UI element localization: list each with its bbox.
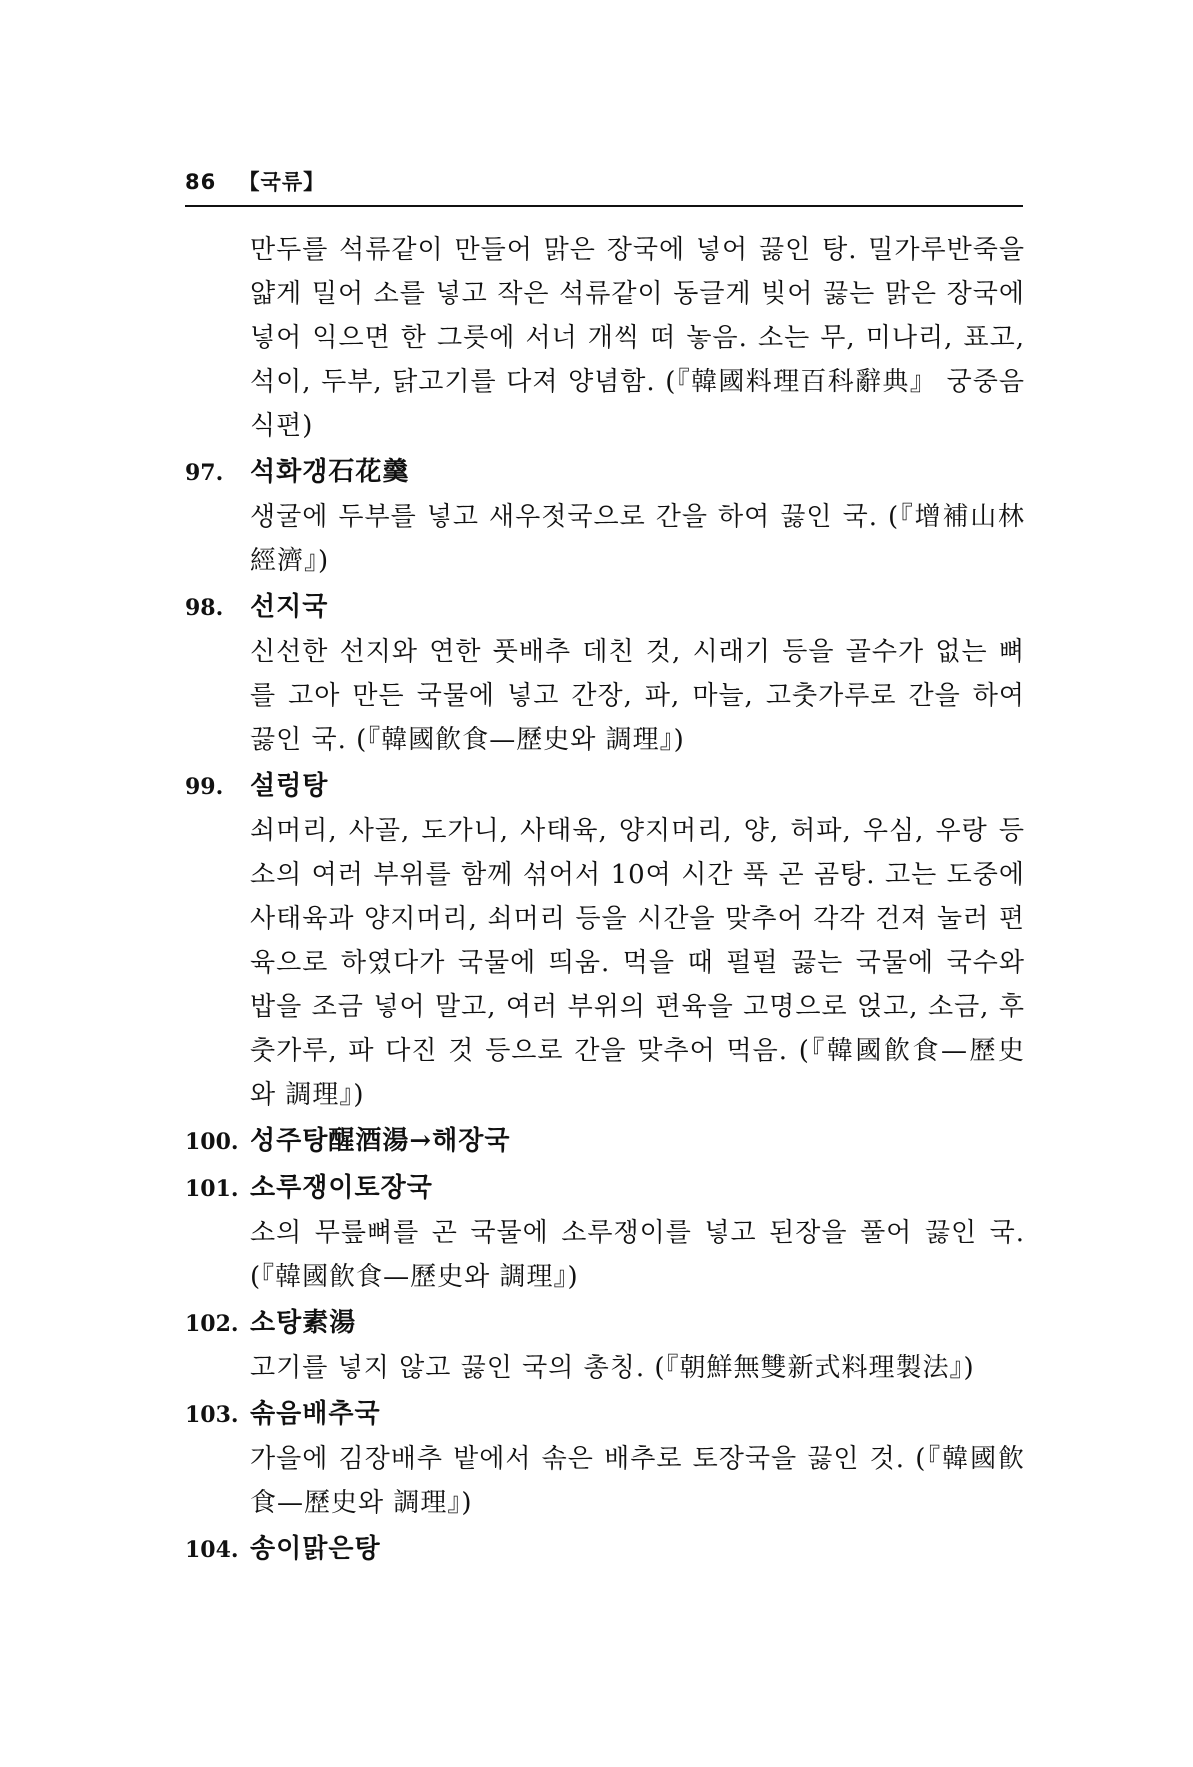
entry-number: 102. <box>185 1311 239 1337</box>
entry-number: 98. <box>185 595 224 621</box>
entry-text: 고기를 넣지 않고 끓인 국의 총칭. (『朝鮮無雙新式料理製法』) <box>250 1353 975 1383</box>
entry-number: 100. <box>185 1129 239 1155</box>
entry-heading <box>185 764 1025 809</box>
entry-102 <box>185 1301 1025 1390</box>
page-number: 86 <box>185 170 217 194</box>
entry-heading <box>185 585 1025 630</box>
entry-number: 103. <box>185 1402 239 1428</box>
entry-101 <box>185 1166 1025 1299</box>
entry-number: 97. <box>185 460 224 486</box>
entry-title: 솎음배추국 <box>250 1399 381 1429</box>
page-body <box>185 228 1025 1572</box>
entry-title: 송이맑은탕 <box>250 1534 381 1564</box>
entry-text: 생굴에 두부를 넣고 새우젓국으로 간을 하여 끓인 국. (『增補山林經濟』) <box>250 502 1025 576</box>
entry-title: 소탕素湯 <box>250 1308 357 1338</box>
entry-title: 소루쟁이토장국 <box>250 1173 433 1203</box>
entry-text: 가을에 김장배추 밭에서 솎은 배추로 토장국을 끓인 것. (『韓國飮食—歷史와 調理』) <box>250 1444 1025 1518</box>
entry-heading <box>185 1301 1025 1346</box>
section-title: 【국류】 <box>238 170 326 194</box>
entry-text: 신선한 선지와 연한 풋배추 데친 것, 시래기 등을 골수가 없는 뼈를 고아 만든 국물에 넣고 간장, 파, 마늘, 고춧가루로 간을 하여 끓인 국. (『韓國飮食—歷史와 調理』) <box>250 637 1025 755</box>
entry-number: 104. <box>185 1537 239 1563</box>
entry-heading <box>185 1166 1025 1211</box>
entry-100 <box>185 1119 1025 1164</box>
entry-heading <box>185 1392 1025 1437</box>
entry-heading <box>185 1119 1025 1164</box>
entry-text: 쇠머리, 사골, 도가니, 사태육, 양지머리, 양, 허파, 우심, 우랑 등 소의 여러 부위를 함께 섞어서 10여 시간 푹 곤 곰탕. 고는 도중에 사태육과 양지머리, 쇠머리 등을 시간을 맞추어 각각 건져 눌러 편육으로 하였다가 국물에 띄움. 먹을 때 펄펄 끓는 국물에 국수와 밥을 조금 넣어 말고, 여러 부위의 편육을 고명으로 얹고, 소금, 후춧가루, 파 다진 것 등으로 간을 맞추어 먹음. (『韓國飮食—歷史와 調理』) <box>250 816 1025 1110</box>
entry-title: 성주탕醒酒湯→해장국 <box>250 1126 511 1156</box>
entry-heading <box>185 450 1025 495</box>
entry-number: 101. <box>185 1176 239 1202</box>
running-head <box>185 166 325 196</box>
entry-99 <box>185 764 1025 1117</box>
entry-title: 설렁탕 <box>250 771 329 801</box>
entry-number: 99. <box>185 774 224 800</box>
entry-98 <box>185 585 1025 762</box>
entry-heading <box>185 1527 1025 1572</box>
entry-title: 석화갱石花羹 <box>250 457 410 487</box>
header-rule <box>185 205 1023 207</box>
entry-104 <box>185 1527 1025 1572</box>
lead-paragraph: 만두를 석류같이 만들어 맑은 장국에 넣어 끓인 탕. 밀가루반죽을 얇게 밀어 소를 넣고 작은 석류같이 동글게 빚어 끓는 맑은 장국에 넣어 익으면 한 그릇에 서너 개씩 떠 놓음. 소는 무, 미나리, 표고, 석이, 두부, 닭고기를 다져 양념함. (『韓國料理百科辭典』 궁중음식편) <box>250 235 1025 441</box>
entry-103 <box>185 1392 1025 1525</box>
entry-text: 소의 무릎뼈를 곤 국물에 소루쟁이를 넣고 된장을 풀어 끓인 국. (『韓國飮食—歷史와 調理』) <box>250 1218 1025 1292</box>
entry-97 <box>185 450 1025 583</box>
entry-title: 선지국 <box>250 592 329 622</box>
